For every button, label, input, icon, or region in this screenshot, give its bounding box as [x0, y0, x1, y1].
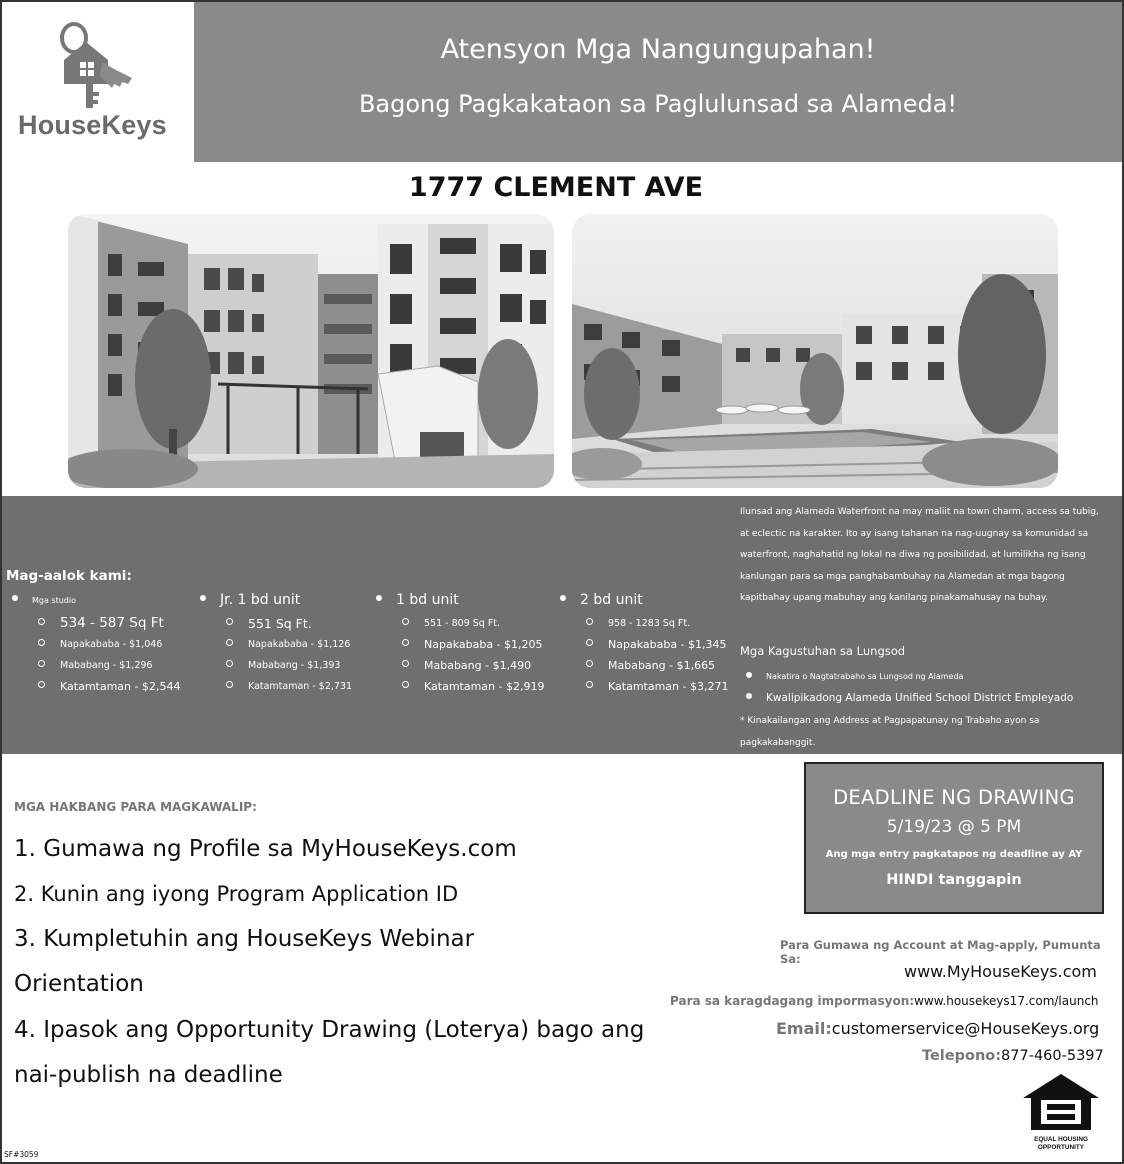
- unit-price-low: Napakababa - $1,126: [226, 635, 352, 656]
- preference-item: Kwalipikadong Alameda Unified School District Empleyado: [740, 689, 1110, 710]
- courtyard-rendering: [68, 214, 554, 488]
- pool-rendering: [572, 214, 1058, 488]
- unit-size: 551 Sq Ft.: [226, 614, 352, 635]
- unit-price-very-low: Mababang - $1,665: [586, 656, 728, 677]
- house-keys-icon: [50, 20, 136, 112]
- logo: [2, 2, 194, 162]
- step-item: 2. Kunin ang iyong Program Application ID: [14, 882, 459, 906]
- equal-housing-line1: EQUAL HOUSING: [1034, 1136, 1088, 1143]
- unit-price-moderate: Katamtaman - $2,919: [402, 677, 544, 698]
- info-row: [670, 994, 1099, 1008]
- unit-price-moderate: Katamtaman - $2,731: [226, 677, 352, 698]
- headline: Atensyon Mga Nangungupahan!: [440, 34, 876, 65]
- phone-row: [922, 1048, 1104, 1064]
- unit-name: Mga studio: [10, 592, 180, 614]
- form-id: SF#3059: [4, 1150, 39, 1159]
- info-band: [2, 496, 1122, 754]
- unit-size: 534 - 587 Sq Ft: [38, 614, 180, 635]
- unit-2bd: [558, 592, 728, 698]
- apply-url[interactable]: www.MyHouseKeys.com: [904, 962, 1097, 981]
- deadline-date: 5/19/23 @ 5 PM: [886, 817, 1022, 837]
- offer-title: Mag-aalok kami:: [6, 568, 132, 584]
- email-address[interactable]: customerservice@HouseKeys.org: [831, 1019, 1100, 1038]
- subheadline: Bagong Pagkakataon sa Paglulunsad sa Alameda!: [358, 90, 958, 118]
- unit-price-very-low: Mababang - $1,296: [38, 656, 180, 677]
- unit-price-very-low: Mababang - $1,490: [402, 656, 544, 677]
- phone-number[interactable]: 877-460-5397: [1001, 1048, 1104, 1064]
- property-description: Ilunsad ang Alameda Waterfront na may maliit na town charm, access sa tubig, at eclectic na karakter. Ito ay isang tahanan na nag-uugnay sa komunidad sa waterfront, naghahatid ng lokal na diwa ng posibilidad, at lumilikha ng isang kanlungan para sa mga panghabambuhay na Alamedan at mga bagong kapitbahay upang mabuhay ang kanilang pinakamahusay na buhay.: [740, 507, 1099, 603]
- step-item: nai-publish na deadline: [14, 1062, 283, 1088]
- info-url[interactable]: www.housekeys17.com/launch: [914, 994, 1099, 1008]
- unit-price-moderate: Katamtaman - $2,544: [38, 677, 180, 698]
- phone-label: Telepono:: [922, 1048, 1002, 1064]
- header-band: [194, 2, 1122, 162]
- unit-price-low: Napakababa - $1,046: [38, 635, 180, 656]
- step-item: 3. Kumpletuhin ang HouseKeys Webinar: [14, 926, 475, 952]
- deadline-title: DEADLINE NG DRAWING: [833, 786, 1075, 809]
- unit-price-moderate: Katamtaman - $3,271: [586, 677, 728, 698]
- unit-price-very-low: Mababang - $1,393: [226, 656, 352, 677]
- equal-housing-logo: [1018, 1072, 1104, 1151]
- apply-link[interactable]: [904, 962, 1097, 981]
- unit-1bd: [374, 592, 544, 698]
- steps-title: MGA HAKBANG PARA MAGKAWALIP:: [14, 800, 257, 814]
- deadline-note: Ang mga entry pagkatapos ng deadline ay AY: [825, 849, 1083, 860]
- apply-label: Para Gumawa ng Account at Mag-apply, Pumunta Sa:: [780, 938, 1101, 966]
- equal-housing-line2: OPPORTUNITY: [1037, 1143, 1085, 1151]
- city-preferences-title: Mga Kagustuhan sa Lungsod: [740, 644, 906, 658]
- deadline-box: [804, 762, 1104, 914]
- step-item: 4. Ipasok ang Opportunity Drawing (Loterya) bago ang: [14, 1017, 645, 1043]
- unit-name: Jr. 1 bd unit: [198, 592, 352, 614]
- email-label: Email:: [776, 1019, 832, 1038]
- unit-studio: [10, 592, 180, 698]
- preference-note: * Kinakailangan ang Address at Pagpapatunay ng Trabaho ayon sa pagkakabanggit.: [740, 716, 1040, 748]
- deadline-not-accepted: HINDI tanggapin: [886, 872, 1022, 888]
- unit-jr-1bd: [198, 592, 352, 698]
- preference-item: Nakatira o Nagtatrabaho sa Lungsod ng Alameda: [740, 668, 1110, 689]
- unit-name: 2 bd unit: [558, 592, 728, 614]
- logo-text: HouseKeys: [18, 110, 167, 140]
- unit-price-low: Napakababa - $1,345: [586, 635, 728, 656]
- unit-size: 551 - 809 Sq Ft.: [402, 614, 544, 635]
- city-preferences-list: [740, 668, 1110, 754]
- step-item: Orientation: [14, 971, 144, 997]
- unit-price-low: Napakababa - $1,205: [402, 635, 544, 656]
- equal-housing-icon: [1021, 1072, 1101, 1132]
- info-label: Para sa karagdagang impormasyon:: [670, 994, 915, 1008]
- email-row: [776, 1019, 1099, 1038]
- property-address: 1777 CLEMENT AVE: [408, 172, 704, 203]
- step-item: 1. Gumawa ng Profile sa MyHouseKeys.com: [14, 836, 517, 862]
- unit-name: 1 bd unit: [374, 592, 544, 614]
- unit-size: 958 - 1283 Sq Ft.: [586, 614, 728, 635]
